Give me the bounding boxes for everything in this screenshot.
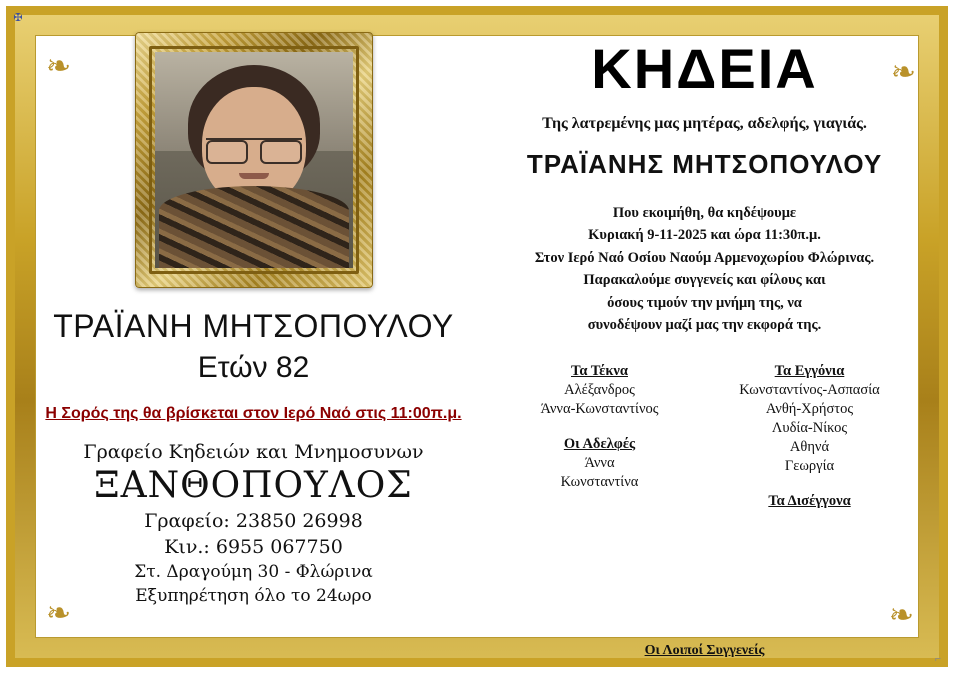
portrait-photo [155, 52, 353, 268]
family-group-title: Οι Αδελφές [563, 435, 636, 452]
family-group [735, 363, 885, 475]
portrait-gold-frame [135, 32, 373, 288]
flourish-ornament-icon: ❧ [888, 598, 914, 633]
family-member: Κωνσταντίνα [560, 473, 639, 490]
service-detail-line: Στον Ιερό Ναό Οσίου Ναούμ Αρμενοχωρίου Φλώρινας. [534, 249, 875, 266]
family-group [525, 436, 675, 491]
right-column [481, 26, 928, 658]
family-member: Λυδία-Νίκος [771, 419, 848, 436]
flourish-ornament-icon: ❧ [890, 55, 916, 90]
photo-mouth [239, 173, 269, 179]
family-member: Αθηνά [789, 438, 830, 455]
service-detail-line: Κυριακή 9-11-2025 και ώρα 11:30π.μ. [588, 227, 821, 244]
cross-icon: ✠ [13, 12, 23, 24]
page-title: ΚΗΔΕΙΑ [591, 37, 818, 100]
portrait [135, 32, 373, 288]
family-column-right [735, 363, 885, 510]
corner-mark-icon: ⌐ [934, 653, 942, 665]
deceased-name: ΤΡΑΪΑΝΗ ΜΗΤΣΟΠΟΥΛΟΥ [53, 308, 454, 344]
service-detail-line: όσους τιμούν την μνήμη της, να [607, 294, 802, 311]
flourish-ornament-icon: ❧ [46, 49, 72, 84]
service-detail-line: Που εκοιμήθη, θα κηδέψουμε [612, 205, 797, 221]
funeral-office-phone: Γραφείο: 23850 26998 [144, 510, 363, 532]
service-detail-line: Παρακαλούμε συγγενείς και φίλους και [583, 272, 826, 289]
family-group-title: Τα Εγγόνια [774, 362, 845, 379]
funeral-office-name: ΞΑΝΘΟΠΟΥΛΟΣ [94, 465, 413, 506]
deceased-age: Ετών 82 [197, 351, 310, 384]
family-group-title: Τα Τέκνα [571, 362, 628, 379]
funeral-office-address: Στ. Δραγούμη 30 - Φλώρινα [134, 562, 373, 582]
flourish-ornament-icon: ❧ [46, 596, 72, 631]
family-group [525, 363, 675, 418]
family-member: Αλέξανδρος [564, 381, 635, 398]
funeral-office-hours: Εξυπηρέτηση όλο το 24ωρο [135, 586, 372, 606]
photo-clothing [159, 186, 349, 268]
family-member: Γεωργία [784, 457, 835, 474]
deceased-name-genitive: ΤΡΑΪΑΝΗΣ ΜΗΤΣΟΠΟΥΛΟΥ [526, 149, 883, 179]
family-member: Ανθή-Χρήστος [765, 400, 854, 417]
glasses-icon [206, 138, 302, 160]
family-member: Άννα [584, 454, 615, 471]
left-column [26, 26, 481, 647]
family-lists [481, 363, 928, 510]
family-member: Άννα-Κωνσταντίνος [540, 400, 659, 417]
family-column-left [525, 363, 675, 510]
announcement-content [26, 26, 928, 658]
service-details [481, 202, 928, 337]
family-member: Κωνσταντίνος-Ασπασία [739, 381, 880, 398]
announcement-subtitle: Της λατρεμένης μας μητέρας, αδελφής, γιαγιάς. [542, 115, 867, 132]
repose-note: Η Σορός της θα βρίσκεται στον Ιερό Ναό στις 11:00π.μ. [45, 405, 462, 422]
remaining-relatives: Οι Λοιποί Συγγενείς [644, 643, 765, 658]
funeral-office-prefix: Γραφείο Κηδειών και Μνημοσυνων [83, 441, 424, 463]
service-detail-line: συνοδέψουν μαζί μας την εκφορά της. [587, 317, 822, 334]
family-group-title: Τα Δισέγγονα [768, 492, 851, 509]
family-group [735, 493, 885, 510]
funeral-office-mobile: Κιν.: 6955 067750 [164, 536, 343, 558]
